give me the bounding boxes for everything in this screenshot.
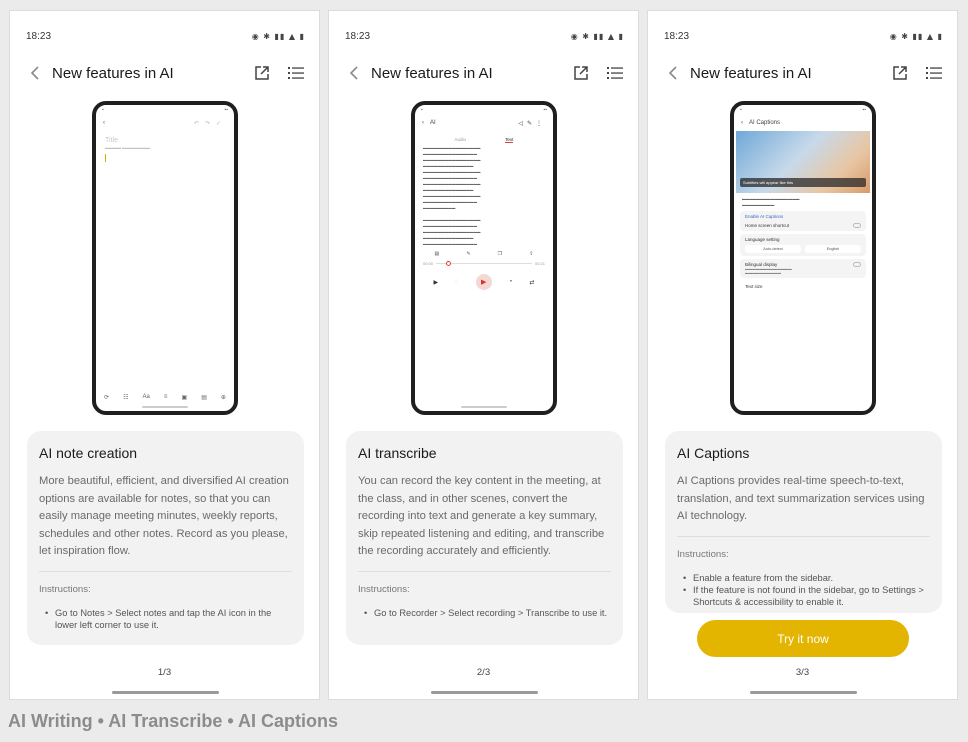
feature-title: AI transcribe [358,445,437,461]
add-icon: ⊕ [220,395,226,401]
image-icon: ▣ [181,395,188,401]
phone-bilingual: Bilingual display [745,262,778,267]
phone-screen-title: AI [430,120,436,126]
phone-action-icons: ◁✎⋮ [518,120,546,127]
screen-ai-transcribe [328,10,639,700]
phone-undo-redo-icons: ↶↷✓ [193,120,227,127]
share-icon[interactable] [253,64,271,82]
copy-icon: ❐ [497,251,503,257]
try-it-now-button[interactable]: Try it now [697,620,909,657]
top-bar [664,61,943,85]
phone-home-shortcut: Home screen shortcut [745,223,790,228]
top-bar [26,61,305,85]
page-indicator: 1/3 [157,667,172,678]
back-icon[interactable] [345,64,363,82]
phone-target-select: English [805,245,861,253]
phone-subtitle-preview: Subtitles will appear like this [740,178,866,187]
instructions-list [39,607,292,631]
page-title: New features in AI [52,64,174,82]
phone-mockup: ▪ ▪▪ ‹ AI ◁✎⋮ Audio Text ▬▬▬▬▬▬▬▬▬▬▬▬▬▬▬▬ ▬▬▬▬▬▬▬▬▬▬▬▬▬▬▬ ▬▬▬▬▬▬▬▬▬▬▬▬▬▬▬▬ ▬▬▬▬▬▬▬▬▬▬▬▬▬▬ ▬▬▬▬▬▬▬▬▬▬▬▬▬▬▬▬ ▬▬▬▬▬▬▬▬▬▬▬▬▬▬▬ ▬▬▬▬▬▬▬▬▬▬▬▬▬▬▬▬ ▬▬▬▬▬▬▬▬▬▬▬▬▬▬ ▬▬▬▬▬▬▬▬▬▬▬▬▬▬▬▬ ▬▬▬▬▬▬▬▬▬▬▬▬▬▬▬ ▬▬▬▬▬▬▬▬▬ ▬▬▬▬▬▬▬▬▬▬▬▬▬▬▬▬ ▬▬▬▬▬▬▬▬▬▬▬▬▬▬▬ ▬▬▬▬▬▬▬▬▬▬▬▬▬▬▬▬ ▬▬▬▬▬▬▬▬▬▬▬▬▬▬ ▬▬▬▬▬▬▬▬▬▬▬▬▬▬▬ ▤ ✎ ❐ ⇪ 00:00 00:21 ▶ ◌ ▶ ◔ ⇄ [411,101,557,415]
phone-back-icon: ‹ [103,120,105,126]
feature-title: AI note creation [39,445,138,461]
phone-back-icon: ‹ [741,120,743,126]
feature-description: More beautiful, efficient, and diversified AI creation options are available for notes, so that you can easily manage meeting minutes, weekly reports, schedules and other notes. Record as you please, let inspiration flow. [39,475,289,558]
phone-toggle [853,223,861,228]
screen-ai-captions [647,10,958,700]
divider [358,571,611,572]
divider [39,571,292,572]
back-icon[interactable] [26,64,44,82]
checklist-icon: ☷ [123,395,129,401]
status-icons: ◉ ✱ ▮▮ ▲ ▮ [889,31,943,41]
feature-description: AI Captions provides real-time speech-to-text, translation, and text summarization services using AI technology. [677,475,925,523]
ai-icon: ⟳ [104,395,110,401]
phone-toggle [853,262,861,267]
instructions-list [358,607,611,619]
play-icon: ▶ [433,279,439,286]
instructions-label: Instructions: [677,548,729,560]
phone-playback-controls [415,270,553,294]
instructions-label: Instructions: [358,583,410,595]
status-icons: ◉ ✱ ▮▮ ▲ ▮ [570,31,624,41]
status-time: 18:23 [26,30,52,42]
share-icon[interactable] [572,64,590,82]
phone-text-cursor [105,154,106,162]
list-icon[interactable] [925,64,943,82]
share-icon[interactable] [891,64,909,82]
feature-description: You can record the key content in the meeting, at the class, and in other scenes, convert the recording into text and generate a key summary, skip repeated listening and editing, and transcribe the recording accurately and efficiently. [358,475,605,558]
phone-tab-audio: Audio [454,137,467,142]
page-indicator: 2/3 [476,667,491,678]
phone-back-icon: ‹ [422,120,424,126]
feature-title: AI Captions [677,445,750,461]
summarize-icon: ▤ [434,251,440,257]
phone-note-title: Title [105,137,118,144]
share-export-icon: ⇪ [529,251,534,257]
list-icon[interactable] [606,64,624,82]
phone-tab-text: Text [505,137,514,142]
phone-mockup: ▪ ▪▪ ‹ AI Captions Subtitles will appear like this ▬▬▬▬▬▬▬▬▬▬▬▬▬▬▬▬ ▬▬▬▬▬▬▬▬▬ Enable AI Captions Home screen shortcut Language setting Auto-detect English Bilingual display ▬▬▬▬▬▬▬▬▬▬▬▬▬ ▬▬▬▬▬▬▬▬▬▬ Text size [730,101,876,415]
status-time: 18:23 [345,30,371,42]
phone-transcript-text: ▬▬▬▬▬▬▬▬▬▬▬▬▬▬▬▬ ▬▬▬▬▬▬▬▬▬▬▬▬▬▬▬ ▬▬▬▬▬▬▬▬▬▬▬▬▬▬▬▬ ▬▬▬▬▬▬▬▬▬▬▬▬▬▬ ▬▬▬▬▬▬▬▬▬▬▬▬▬▬▬▬ ▬▬▬▬▬▬▬▬▬▬▬▬▬▬▬ ▬▬▬▬▬▬▬▬▬▬▬▬▬▬▬▬ ▬▬▬▬▬▬▬▬▬▬▬▬▬▬ ▬▬▬▬▬▬▬▬▬▬▬▬▬▬▬▬ ▬▬▬▬▬▬▬▬▬▬▬▬▬▬▬ ▬▬▬▬▬▬▬▬▬ ▬▬▬▬▬▬▬▬▬▬▬▬▬▬▬▬ ▬▬▬▬▬▬▬▬▬▬▬▬▬▬▬ ▬▬▬▬▬▬▬▬▬▬▬▬▬▬▬▬ ▬▬▬▬▬▬▬▬▬▬▬▬▬▬ ▬▬▬▬▬▬▬▬▬▬▬▬▬▬▬ [423,146,481,246]
phone-toolbar [104,394,226,401]
rewind-icon: ◌ [455,279,459,285]
phone-enable-label: Enable AI Captions [745,214,784,219]
back-icon[interactable] [664,64,682,82]
text-format-icon: Aa [142,394,150,400]
gallery-icon: ▤ [201,395,207,401]
phone-mockup: ▪ ▪▪ ‹ ↶↷✓ Title ▬▬▬▬ ▬▬▬▬▬▬▬ ⟳ ☷ Aa ≡ ▣ ▤ ⊕ [92,101,238,415]
status-bar [345,29,624,43]
home-indicator[interactable] [750,691,857,694]
status-time: 18:23 [664,30,690,42]
phone-screen-title: AI Captions [749,120,781,126]
instructions-list [677,572,930,608]
status-bar [664,29,943,43]
speed-icon: ⇄ [529,279,535,286]
phone-text-size: Text size [745,284,763,289]
phone-seek-bar: 00:00 00:21 [423,261,545,266]
phone-bilingual-card: Bilingual display ▬▬▬▬▬▬▬▬▬▬▬▬▬ ▬▬▬▬▬▬▬▬▬▬ [740,259,866,278]
phone-language-setting: Language setting [745,237,780,242]
phone-settings-card [740,211,866,231]
divider [677,536,930,537]
status-icons: ◉ ✱ ▮▮ ▲ ▮ [251,31,305,41]
instruction-item: • Go to Notes > Select notes and tap the AI icon in the lower left corner to use it. [39,607,292,631]
phone-language-card [740,234,866,256]
feature-card [665,431,942,613]
page-title: New features in AI [371,64,493,82]
instruction-item: • If the feature is not found in the sidebar, go to Settings > Shortcuts & accessibility to enable it. [677,584,930,608]
feature-card [346,431,623,645]
feature-card [27,431,304,645]
page-indicator: 3/3 [795,667,810,678]
status-bar [26,29,305,43]
instruction-item: • Go to Recorder > Select recording > Transcribe to use it. [358,607,611,619]
instructions-label: Instructions: [39,583,91,595]
home-indicator[interactable] [431,691,538,694]
align-icon: ≡ [163,394,168,400]
page-title: New features in AI [690,64,812,82]
record-play-icon: ▶ [476,274,492,290]
home-indicator[interactable] [112,691,219,694]
phone-source-select: Auto-detect [745,245,801,253]
screen-ai-note-creation [9,10,320,700]
forward-icon: ◔ [508,279,513,285]
list-icon[interactable] [287,64,305,82]
phone-transcribe-tools [415,247,553,257]
edit-icon: ✎ [466,251,471,257]
top-bar [345,61,624,85]
phone-hero-image [736,131,870,193]
image-caption: AI Writing • AI Transcribe • AI Captions [8,711,338,731]
instruction-item: • Enable a feature from the sidebar. [677,572,930,584]
